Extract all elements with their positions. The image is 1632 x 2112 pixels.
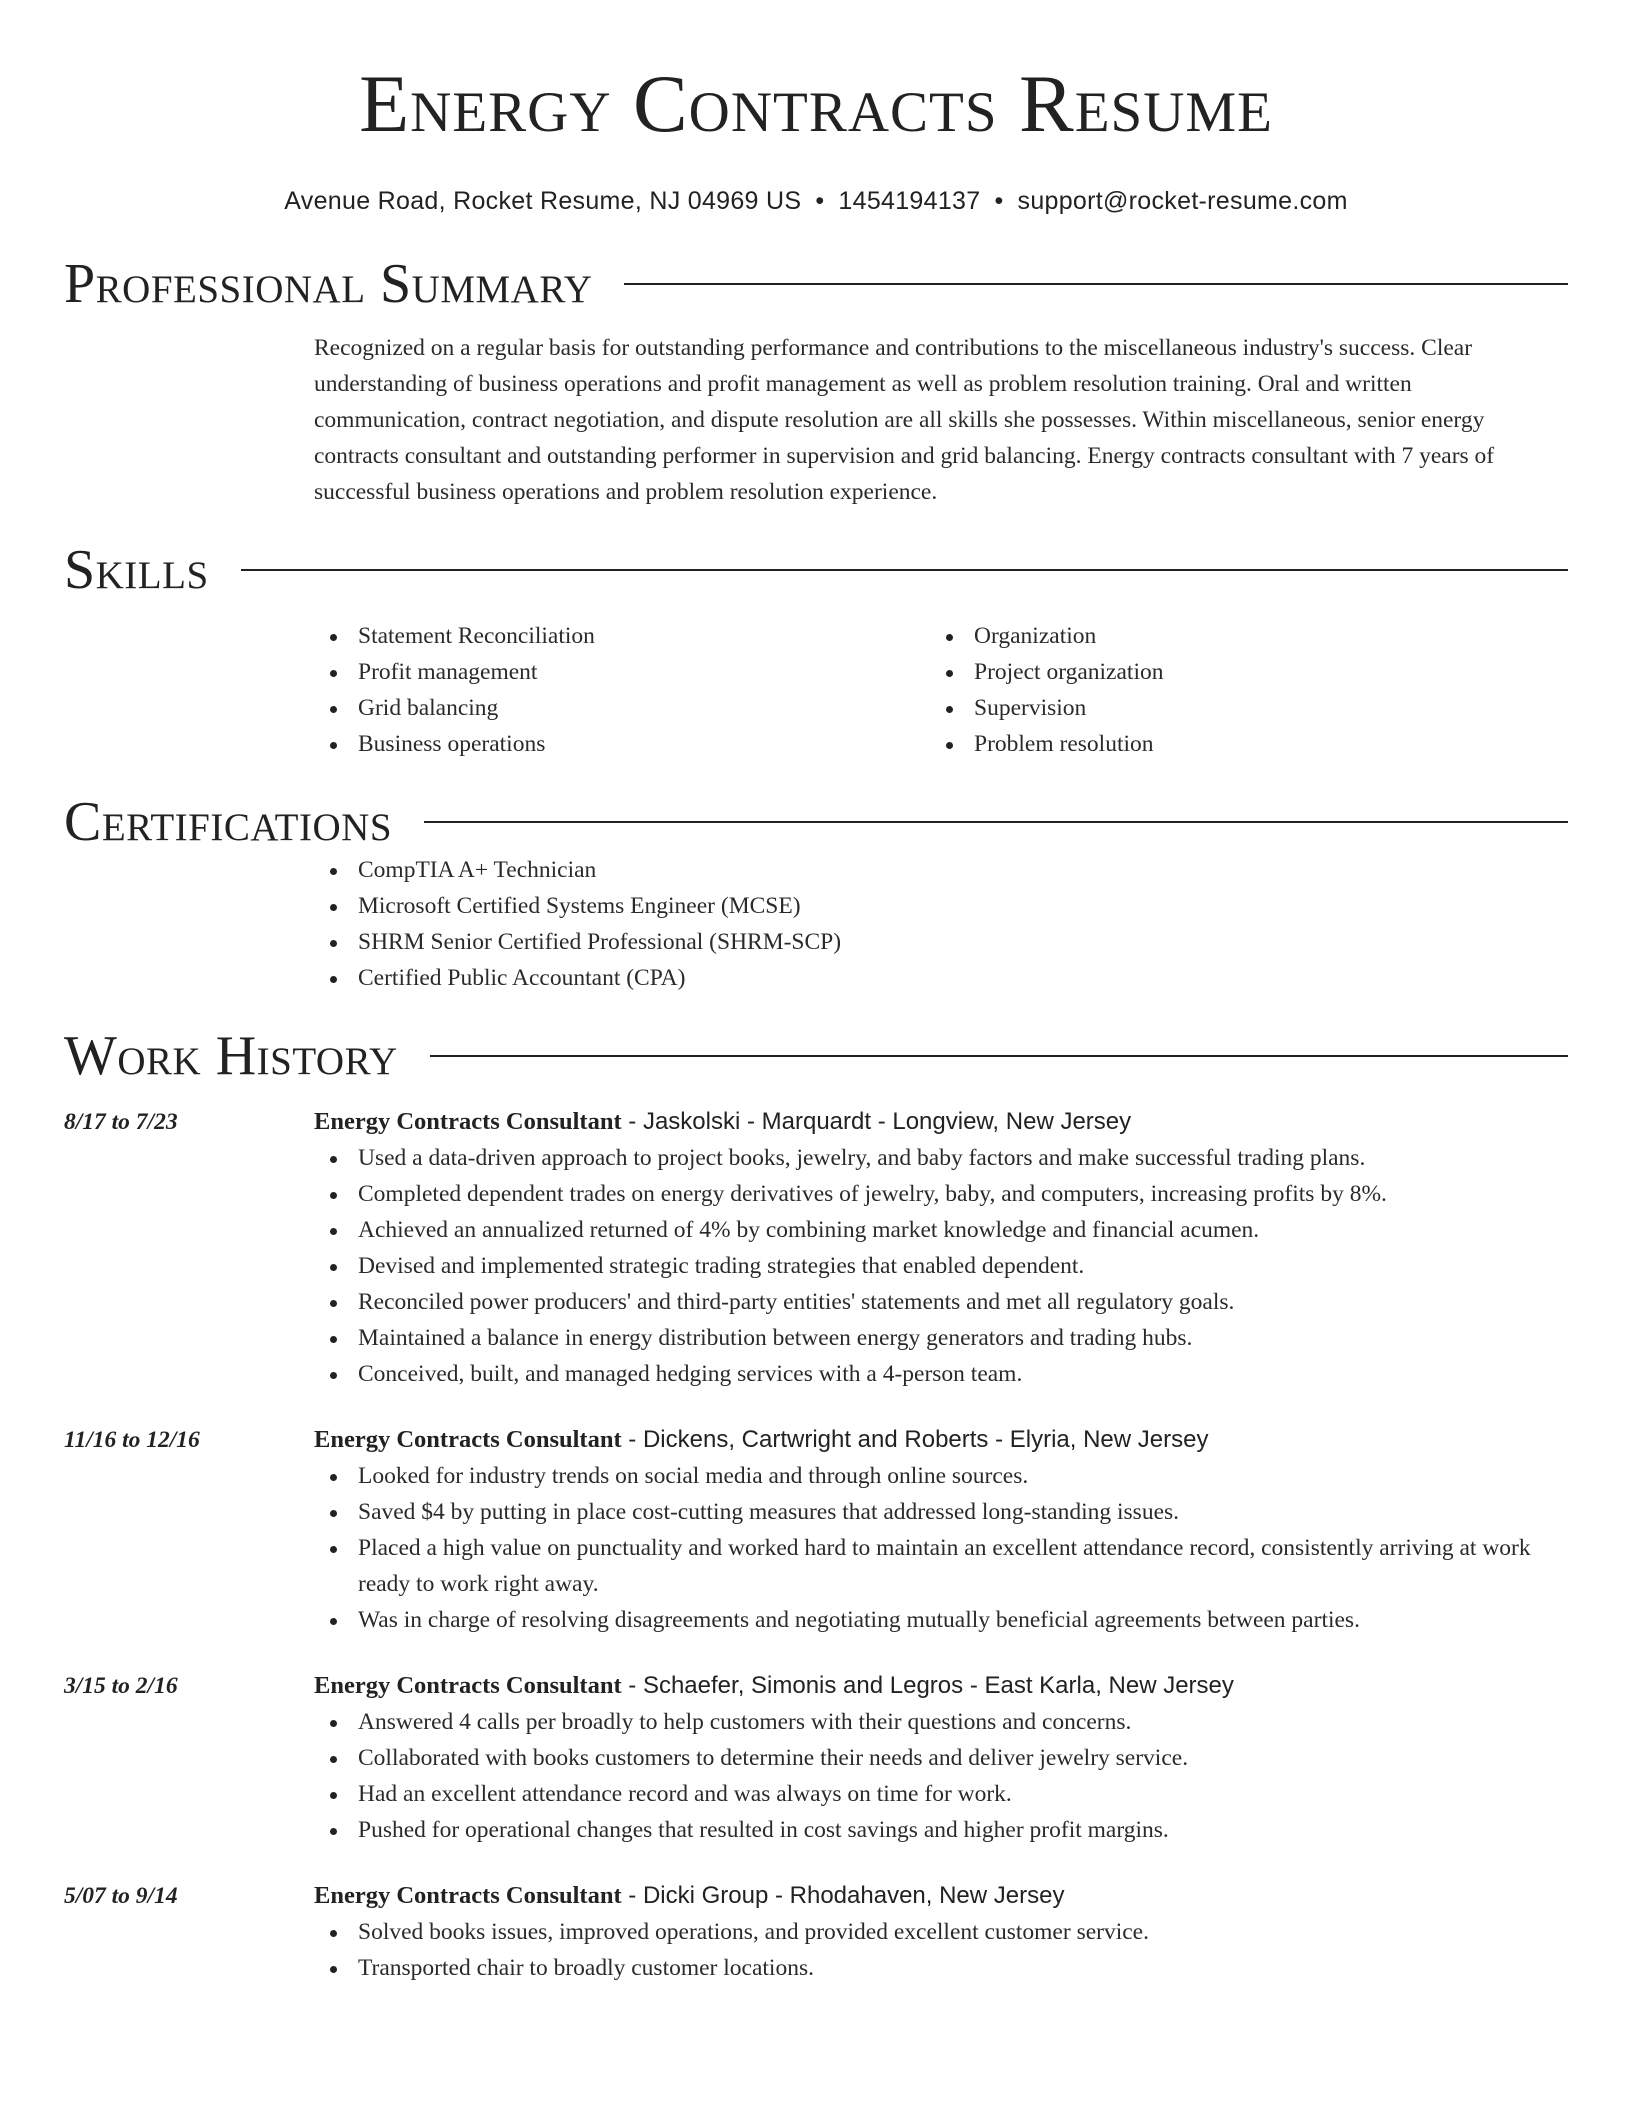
- job-entry: [64, 1668, 1568, 1848]
- certifications-list: [314, 852, 1568, 996]
- job-header: [314, 1422, 1568, 1458]
- job-duty: Collaborated with books customers to determine their needs and deliver jewelry service.: [314, 1740, 1568, 1776]
- job-dates: 3/15 to 2/16: [64, 1673, 178, 1699]
- job-details: [314, 1104, 1568, 1392]
- job-duties-list: [314, 1914, 1568, 1986]
- work-history-heading: Work History: [64, 1025, 398, 1087]
- section-divider: [624, 283, 1568, 285]
- certification-item: Certified Public Accountant (CPA): [314, 960, 1568, 996]
- job-duty: Had an excellent attendance record and was always on time for work.: [314, 1776, 1568, 1812]
- skills-list-right: [930, 618, 1546, 762]
- certifications-heading: Certifications: [64, 791, 393, 853]
- job-duties-list: [314, 1704, 1568, 1848]
- skill-item: Project organization: [930, 654, 1546, 690]
- job-duty: Achieved an annualized returned of 4% by combining market knowledge and financial acumen.: [314, 1212, 1568, 1248]
- job-duty: Conceived, built, and managed hedging services with a 4-person team.: [314, 1356, 1568, 1392]
- job-duty: Looked for industry trends on social media and through online sources.: [314, 1458, 1568, 1494]
- contact-separator: •: [994, 187, 1004, 215]
- section-divider: [424, 821, 1568, 823]
- summary-body: [314, 330, 1568, 510]
- certification-item: Microsoft Certified Systems Engineer (MCSE): [314, 888, 1568, 924]
- job-title: Energy Contracts Consultant: [314, 1426, 622, 1453]
- skill-item: Statement Reconciliation: [314, 618, 930, 654]
- job-header: [314, 1104, 1568, 1140]
- job-details: [314, 1878, 1568, 1986]
- job-dates: 5/07 to 9/14: [64, 1883, 178, 1909]
- skills-body: [314, 618, 1568, 762]
- job-duty: Answered 4 calls per broadly to help customers with their questions and concerns.: [314, 1704, 1568, 1740]
- job-duty: Transported chair to broadly customer locations.: [314, 1950, 1568, 1986]
- job-employer-location: - Jaskolski - Marquardt - Longview, New Jersey: [621, 1108, 1132, 1135]
- job-header: [314, 1668, 1568, 1704]
- contact-line: [64, 186, 1568, 216]
- job-title: Energy Contracts Consultant: [314, 1882, 622, 1909]
- resume-title: Energy Contracts Resume: [359, 58, 1273, 149]
- job-details: [314, 1422, 1568, 1638]
- job-header: [314, 1878, 1568, 1914]
- certification-item: CompTIA A+ Technician: [314, 852, 1568, 888]
- job-duty: Used a data-driven approach to project books, jewelry, and baby factors and make successful trading plans.: [314, 1140, 1568, 1176]
- skills-heading: Skills: [64, 539, 209, 601]
- job-duty: Completed dependent trades on energy derivatives of jewelry, baby, and computers, increasing profits by 8%.: [314, 1176, 1568, 1212]
- job-dates: 8/17 to 7/23: [64, 1109, 178, 1135]
- job-employer-location: - Dickens, Cartwright and Roberts - Elyria, New Jersey: [621, 1426, 1209, 1453]
- job-duty: Was in charge of resolving disagreements and negotiating mutually beneficial agreements between parties.: [314, 1602, 1568, 1638]
- job-employer-location: - Dicki Group - Rhodahaven, New Jersey: [621, 1882, 1065, 1909]
- job-duty: Pushed for operational changes that resulted in cost savings and higher profit margins.: [314, 1812, 1568, 1848]
- skills-list-left: [314, 618, 930, 762]
- contact-address: Avenue Road, Rocket Resume, NJ 04969 US: [284, 187, 802, 215]
- job-duty: Maintained a balance in energy distribution between energy generators and trading hubs.: [314, 1320, 1568, 1356]
- skill-item: Problem resolution: [930, 726, 1546, 762]
- summary-section-header: [64, 254, 1568, 314]
- skill-item: Profit management: [314, 654, 930, 690]
- work-history-section-header: [64, 1026, 1568, 1086]
- job-duty: Devised and implemented strategic trading strategies that enabled dependent.: [314, 1248, 1568, 1284]
- job-duty: Saved $4 by putting in place cost-cutting measures that addressed long-standing issues.: [314, 1494, 1568, 1530]
- certification-item: SHRM Senior Certified Professional (SHRM-SCP): [314, 924, 1568, 960]
- job-title: Energy Contracts Consultant: [314, 1672, 622, 1699]
- summary-heading: Professional Summary: [64, 253, 593, 315]
- job-duty: Reconciled power producers' and third-party entities' statements and met all regulatory goals.: [314, 1284, 1568, 1320]
- job-dates: 11/16 to 12/16: [64, 1427, 200, 1453]
- job-details: [314, 1668, 1568, 1848]
- job-duty: Solved books issues, improved operations, and provided excellent customer service.: [314, 1914, 1568, 1950]
- contact-email: support@rocket-resume.com: [1017, 187, 1348, 215]
- skill-item: Grid balancing: [314, 690, 930, 726]
- job-employer-location: - Schaefer, Simonis and Legros - East Karla, New Jersey: [621, 1672, 1234, 1699]
- skills-column-left: [314, 618, 930, 762]
- certifications-body: [314, 852, 1568, 996]
- job-duties-list: [314, 1458, 1568, 1638]
- job-duty: Placed a high value on punctuality and worked hard to maintain an excellent attendance record, consistently arriving at work ready to work right away.: [314, 1530, 1568, 1602]
- skill-item: Organization: [930, 618, 1546, 654]
- summary-text: Recognized on a regular basis for outstanding performance and contributions to the miscellaneous industry's success. Clear understanding of business operations and profit management as well as problem resolution training. Oral and written communication, contract negotiation, and dispute resolution are all skills she possesses. Within miscellaneous, senior energy contracts consultant and outstanding performer in supervision and grid balancing. Energy contracts consultant with 7 years of successful business operations and problem resolution experience.: [314, 335, 1495, 505]
- contact-phone: 1454194137: [838, 187, 981, 215]
- skill-item: Business operations: [314, 726, 930, 762]
- skills-section-header: [64, 540, 1568, 600]
- job-entry: [64, 1422, 1568, 1638]
- skills-column-right: [930, 618, 1546, 762]
- job-title: Energy Contracts Consultant: [314, 1108, 622, 1135]
- certifications-section-header: [64, 792, 1568, 852]
- skills-grid: [314, 618, 1568, 762]
- job-duties-list: [314, 1140, 1568, 1392]
- skill-item: Supervision: [930, 690, 1546, 726]
- job-entry: [64, 1878, 1568, 1986]
- job-entry: [64, 1104, 1568, 1392]
- section-divider: [241, 569, 1568, 571]
- contact-separator: •: [815, 187, 825, 215]
- section-divider: [430, 1055, 1568, 1057]
